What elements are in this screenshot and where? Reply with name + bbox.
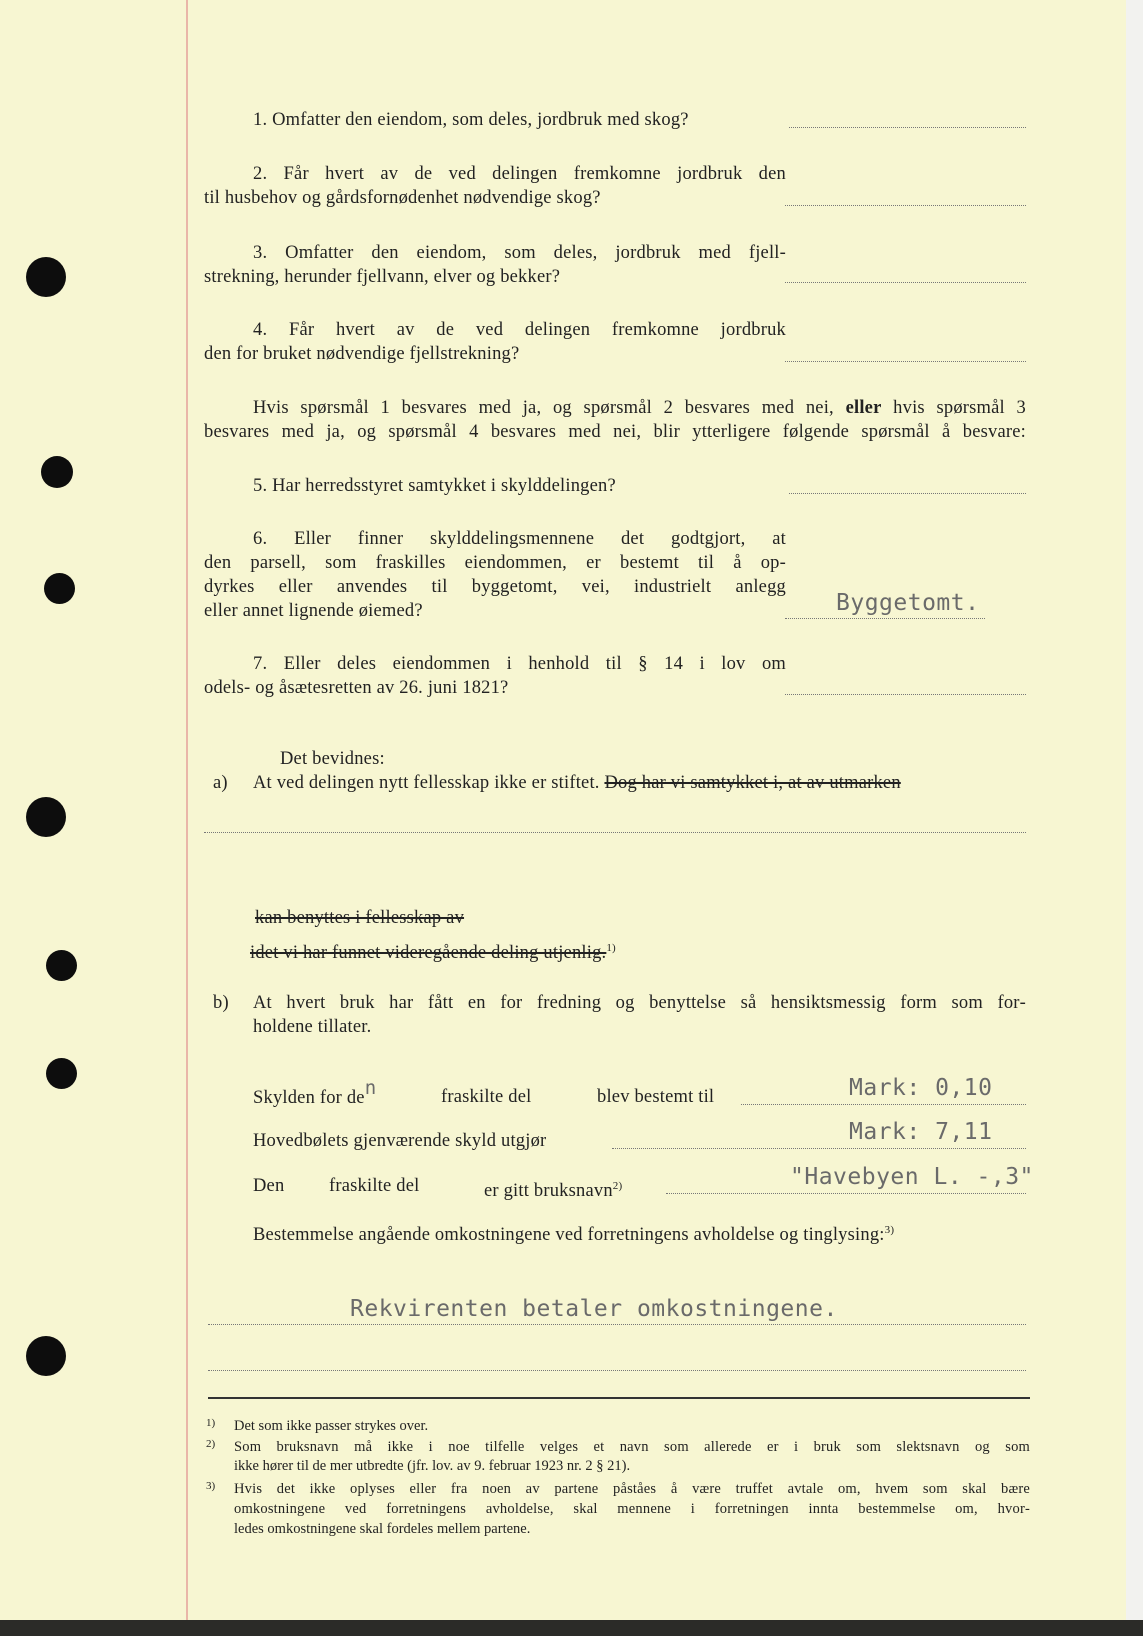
answer-line-3 <box>785 282 1026 283</box>
question-1: 1. Omfatter den eiendom, som deles, jordbruk med skog? <box>253 110 689 130</box>
skyld-value-1: Mark: 0,10 <box>849 1075 993 1101</box>
skyld-label-2: Hovedbølets gjenværende skyld utgjør <box>253 1131 547 1151</box>
cert-b-line-2: holdene tillater. <box>253 1017 372 1037</box>
skyld-label-3-c <box>484 1174 622 1203</box>
skyld-label-3-note: 2) <box>612 1180 623 1192</box>
skyld-label-1-n: n <box>364 1077 377 1099</box>
cert-a-statement: At ved delingen nytt fellesskap ikke er stiftet. <box>253 773 600 793</box>
question-2-line-1: 2. Får hvert av de ved delingen fremkomne jordbruk den <box>253 164 786 184</box>
answer-6-typed: Byggetomt. <box>836 590 980 616</box>
skyld-label-1-c: blev bestemt til <box>597 1087 715 1107</box>
binder-hole-3 <box>44 573 75 604</box>
question-4-line-2: den for bruket nødvendige fjellstrekning? <box>204 344 520 364</box>
question-6-line-4: eller annet lignende øiemed? <box>204 601 423 621</box>
binder-hole-2 <box>41 456 73 488</box>
question-6-line-1: 6. Eller finner skylddelingsmennene det godtgjort, at <box>253 529 786 549</box>
skyld-line-1 <box>741 1104 1026 1105</box>
costs-label-note: 3) <box>884 1224 895 1236</box>
binder-hole-1 <box>26 257 66 297</box>
answer-line-6 <box>785 618 985 619</box>
skyld-label-3-b: fraskilte del <box>329 1176 420 1196</box>
question-7-line-1: 7. Eller deles eiendommen i henhold til § 14 i lov om <box>253 654 786 674</box>
footnote-3-line-1: Hvis det ikke oplyses eller fra noen av partene påståes å være truffet avtale om, hvem som skal bære <box>234 1481 1030 1497</box>
answer-line-2 <box>785 205 1026 206</box>
costs-line-2 <box>208 1370 1026 1371</box>
struck-line-2-note: 1) <box>606 942 616 954</box>
costs-label-text: Bestemmelse angående omkostningene ved forretningens avholdelse og tinglysing: <box>253 1225 885 1246</box>
costs-label <box>253 1218 894 1247</box>
struck-line-1: kan benyttes i fellesskap av <box>255 908 465 928</box>
costs-line-1 <box>208 1324 1026 1325</box>
skyld-line-3 <box>666 1193 1026 1194</box>
certification-heading: Det bevidnes: <box>280 749 385 769</box>
footnote-1: Det som ikke passer strykes over. <box>234 1418 429 1434</box>
costs-value: Rekvirenten betaler omkostningene. <box>350 1296 838 1322</box>
condition-line-1 <box>253 396 1026 420</box>
skyld-label-3-text: er gitt bruksnavn <box>484 1181 613 1202</box>
struck-line-2-text: idet vi har funnet videregående deling utjenlig. <box>250 943 607 964</box>
answer-line-1 <box>789 127 1026 128</box>
skyld-value-2: Mark: 7,11 <box>849 1119 993 1145</box>
question-7-line-2: odels‑ og åsætesretten av 26. juni 1821? <box>204 678 509 698</box>
condition-text-bold: eller <box>845 398 882 418</box>
question-6-line-3: dyrkes eller anvendes til byggetomt, vei, industrielt anlegg <box>204 577 786 597</box>
footnote-1-num: 1) <box>206 1417 216 1429</box>
footnote-2-line-1: Som bruksnavn må ikke i noe tilfelle velges et navn som allerede er i bruk som slektsnavn og som <box>234 1439 1030 1455</box>
question-3-line-1: 3. Omfatter den eiendom, som deles, jordbruk med fjell‑ <box>253 243 786 263</box>
skyld-label-1-a: Skylden for de <box>253 1088 365 1108</box>
margin-line <box>186 0 188 1620</box>
footnote-3-num: 3) <box>206 1480 216 1492</box>
footnote-3-line-3: ledes omkostningene skal fordeles mellem partene. <box>234 1521 531 1537</box>
footnote-rule <box>208 1397 1030 1399</box>
condition-line-2: besvares med ja, og spørsmål 4 besvares med nei, blir ytterligere følgende spørsmål å besvare: <box>204 422 1026 442</box>
skyld-value-3: "Havebyen L. -,3" <box>790 1164 1034 1190</box>
condition-text-b: hvis spørsmål 3 <box>893 398 1027 418</box>
question-6-line-2: den parsell, som fraskilles eiendommen, er bestemt til å op‑ <box>204 553 786 573</box>
footnote-2-num: 2) <box>206 1438 216 1450</box>
cert-b-line-1: At hvert bruk har fått en for fredning og benyttelse så hensiktsmessig form som for‑ <box>253 993 1026 1013</box>
question-2-line-2: til husbehov og gårdsfornødenhet nødvendige skog? <box>204 188 601 208</box>
binder-hole-7 <box>26 1336 66 1376</box>
skyld-label-1-b: fraskilte del <box>441 1087 532 1107</box>
question-3-line-2: strekning, herunder fjellvann, elver og bekker? <box>204 267 561 287</box>
question-5: 5. Har herredsstyret samtykket i skylddelingen? <box>253 476 616 496</box>
answer-line-5 <box>789 493 1026 494</box>
answer-line-4 <box>785 361 1026 362</box>
footnote-3-line-2: omkostningene ved forretningens avholdelse, skal mennene i forretningen innta bestemmelse om, hvor‑ <box>234 1501 1030 1517</box>
skyld-line-2 <box>612 1148 1026 1149</box>
question-4-line-1: 4. Får hvert av de ved delingen fremkomne jordbruk <box>253 320 786 340</box>
cert-a-label: a) <box>213 773 228 793</box>
scan-edge-right <box>1126 0 1143 1636</box>
cert-b-label: b) <box>213 993 229 1013</box>
binder-hole-6 <box>46 1058 77 1089</box>
cert-a-text <box>253 771 901 795</box>
answer-line-7 <box>785 694 1026 695</box>
condition-text-a: Hvis spørsmål 1 besvares med ja, og spørsmål 2 besvares med nei, <box>253 398 834 418</box>
cert-a-struck: Dog har vi samtykket i, at av utmarken <box>604 773 901 793</box>
skyld-label-3-a: Den <box>253 1176 285 1196</box>
scan-edge-bottom <box>0 1620 1143 1636</box>
skyld-label-1 <box>253 1077 377 1110</box>
binder-hole-4 <box>26 797 66 837</box>
struck-line-2 <box>250 936 616 965</box>
binder-hole-5 <box>46 950 77 981</box>
footnote-2-line-2: ikke hører til de mer utbredte (jfr. lov. av 9. februar 1923 nr. 2 § 21). <box>234 1458 631 1474</box>
cert-line-1 <box>204 832 1026 833</box>
